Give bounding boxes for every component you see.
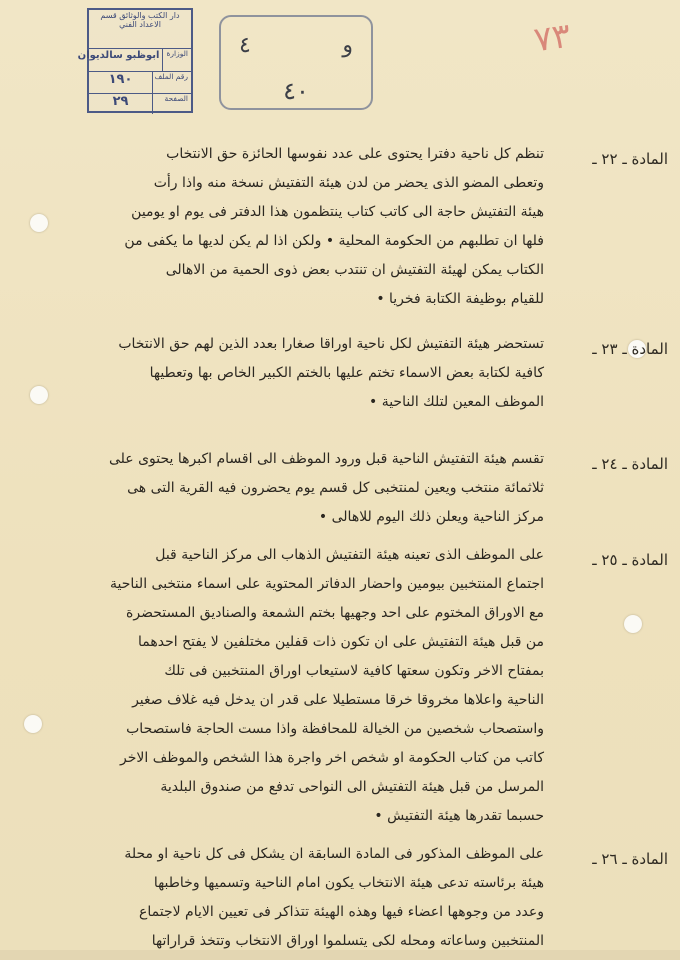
text-line: كاتب من كتاب الحكومة او شخص اخر واجرة هذا الشخص والموظف الاخر — [120, 750, 544, 766]
stamp-value: ٢٩ — [112, 94, 129, 109]
article-label-24: المادة ـ ٢٤ ـ — [592, 455, 668, 473]
text-line: تستحضر هيئة التفتيش لكل ناحية اوراقا صغارا بعدد الذين لهم حق الانتخاب — [118, 336, 544, 352]
text-line: فلها ان تطلبهم من الحكومة المحلية • ولكن اذا لم يكن لديها ما يكفى من — [124, 233, 544, 249]
punch-hole — [624, 615, 642, 633]
stamp-label: الصفحة — [152, 94, 191, 114]
text-line: للقيام بوظيفة الكتابة فخريا • — [376, 291, 544, 307]
text-line: على الموظف الذى تعينه هيئة التفتيش الذهاب الى مركز الناحية قبل — [155, 547, 544, 563]
reference-box-right: و — [342, 33, 353, 58]
stamp-label: الوزارة — [162, 49, 191, 71]
text-line: الكتاب يمكن لهيئة التفتيش ان تنتدب بعض ذوى الحمية من الاهالى — [165, 262, 544, 278]
stamp-value: ١٩٠ — [108, 72, 133, 87]
text-line: اجتماع المنتخبين بيومين واحضار الدفاتر المحتوية على اسماء منتخبى الناحية — [110, 576, 544, 592]
stamp-label: رقم الملف — [152, 72, 191, 94]
text-line: حسبما تقدرها هيئة التفتيش • — [374, 808, 544, 824]
archive-stamp — [77, 8, 193, 113]
article-text-26 — [34, 840, 544, 956]
text-line: المنتخبين وساعاته ومحله لكى يتسلموا اوراق الانتخاب وتتخذ قراراتها — [151, 933, 544, 949]
text-line: مركز الناحية ويعلن ذلك اليوم للاهالى • — [318, 509, 544, 525]
article-text-24 — [34, 445, 544, 532]
text-line: كافية لكتابة بعض الاسماء تختم عليها بالختم الكبير الخاص بها وتعطيها — [149, 365, 544, 381]
reference-box — [219, 15, 373, 110]
reference-box-left: ٤ — [239, 33, 251, 58]
article-label-23: المادة ـ ٢٣ ـ — [592, 340, 668, 358]
stamp-row-ministry — [77, 48, 191, 71]
article-label-22: المادة ـ ٢٢ ـ — [592, 150, 668, 168]
text-line: هيئة برئاسته تدعى هيئة الانتخاب يكون امام الناحية وتسميها وخاطبها — [153, 875, 544, 891]
text-line: تقسم هيئة التفتيش الناحية قبل ورود الموظف الى اقسام اكبرها يحتوى على — [108, 451, 544, 467]
article-text-25 — [34, 541, 544, 831]
text-line: المرسل من قبل هيئة التفتيش الى النواحى تدفع من صندوق البلدية — [160, 779, 544, 795]
text-line: هيئة التفتيش حاجة الى كاتب كتاب ينتظمون هذا الدفتر فى يوم او يومين — [131, 204, 544, 220]
article-text-22 — [34, 140, 544, 314]
text-line: الناحية واعلاها مخروقا خرقا مستطيلا على قدر ان يدخل فيه غلاف صغير — [132, 692, 544, 708]
text-line: على الموظف المذكور فى المادة السابقة ان يشكل فى كل ناحية او محلة — [124, 846, 544, 862]
stamp-row-file — [89, 71, 191, 94]
stamp-header: دار الكتب والوثائق قسم الاعداد الفني — [100, 11, 180, 29]
article-label-26: المادة ـ ٢٦ ـ — [592, 850, 668, 868]
text-line: تنظم كل ناحية دفترا يحتوى على عدد نفوسها الحائزة حق الانتخاب — [166, 146, 544, 162]
page-bottom-edge — [0, 950, 680, 960]
text-line: واستصحاب شخصين من الخيالة للمحافظة واذا مست الحاجة فاستصحاب — [126, 721, 544, 737]
red-page-mark: ٧٣ — [531, 15, 574, 61]
text-line: وعدد من وجوهها اعضاء فيها وهذه الهيئة تتذاكر فى تعيين الايام لاجتماع — [139, 904, 544, 920]
text-line: الموظف المعين لتلك الناحية • — [368, 394, 544, 410]
stamp-value: ابوظبو سالديوان — [77, 50, 160, 61]
article-text-23 — [34, 330, 544, 417]
stamp-row-page — [89, 93, 191, 114]
text-line: من قبل هيئة التفتيش على ان تكون ذات قفلين مختلفين لا يفتح احدهما — [138, 634, 544, 650]
text-line: ثلاثمائة منتخب ويعين لمنتخبى كل قسم يوم يحضرون فيه القرية التى هى — [127, 480, 544, 496]
text-line: مع الاوراق المختوم على احد وجهيها بختم الشمعة والصناديق المستحضرة — [126, 605, 544, 621]
text-line: وتعطى المضو الذى يحضر من لدن هيئة التفتيش نسخة منه واذا رأت — [153, 175, 544, 191]
text-line: بمفتاح الاخر وتكون سعتها كافية لاستيعاب اوراق المنتخبين فى تلك — [164, 663, 544, 679]
article-label-25: المادة ـ ٢٥ ـ — [592, 551, 668, 569]
reference-box-number: ٤٠ — [283, 77, 309, 105]
